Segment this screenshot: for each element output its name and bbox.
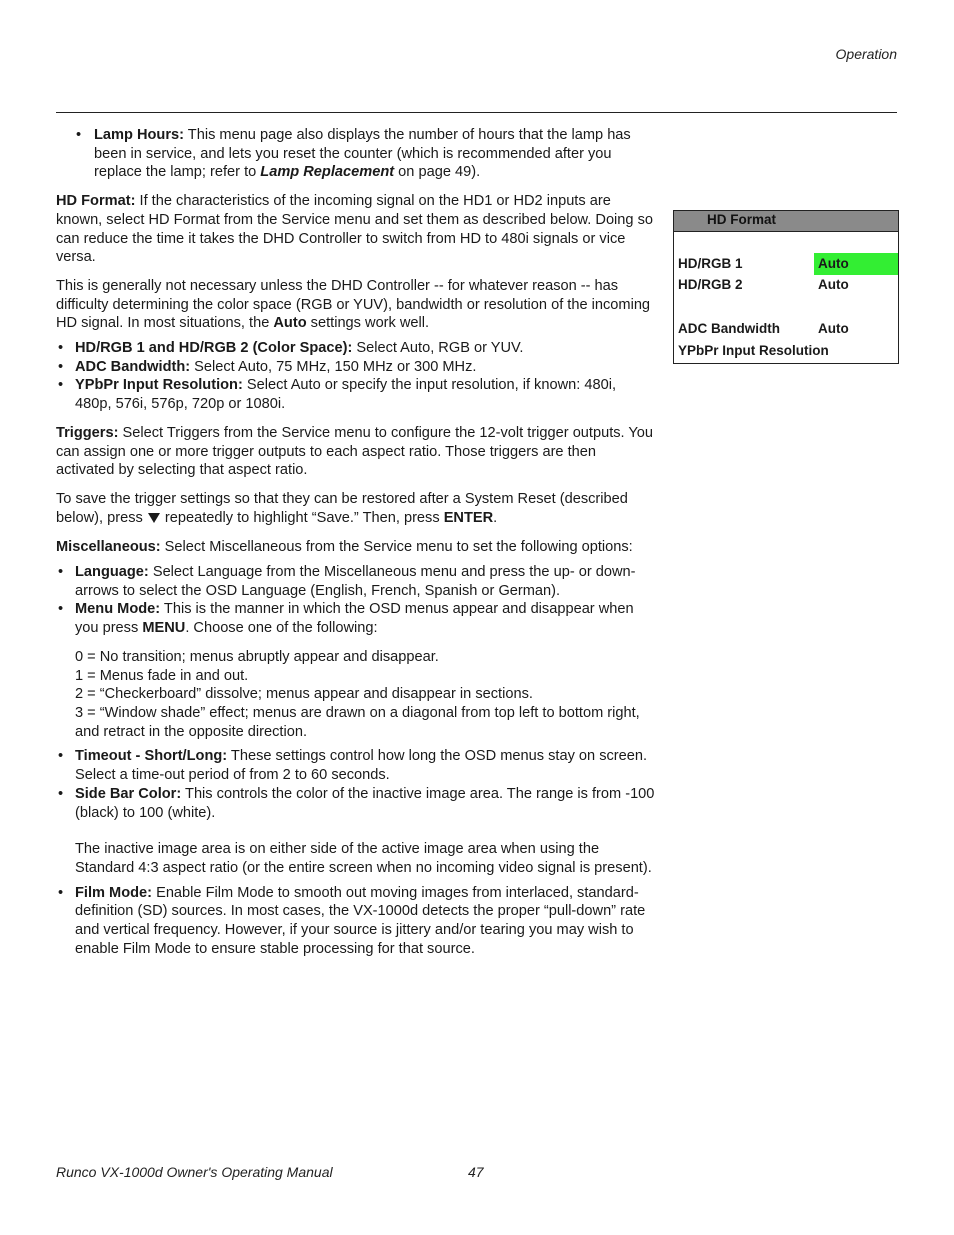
footer-page-number: 47 xyxy=(468,1164,484,1180)
film-mode-bullet xyxy=(56,884,656,959)
hd-option-color-space xyxy=(56,339,656,358)
save-text-end: . xyxy=(493,509,498,526)
bullet-dot: • xyxy=(58,601,64,618)
option-text: Enable Film Mode to smooth out moving images from interlaced, standard-definition (SD) sources. In most cases, the VX-1000d detects the proper “pull-down” rate and vertical frequency. However, if your source is jittery and/or tearing you may wish to enable Film Mode to ensure stable processing for that source. xyxy=(75,884,646,957)
option-term: YPbPr Input Resolution: xyxy=(75,377,243,394)
osd-row-value: Auto xyxy=(818,277,849,292)
timeout-bullet xyxy=(56,747,656,784)
osd-row-value: Auto xyxy=(818,321,849,336)
hd-option-ypbpr xyxy=(56,376,656,413)
menu-mode-option: 3 = “Window shade” effect; menus are drawn on a diagonal from top left to bottom right, and retract in the opposite direction. xyxy=(75,704,640,740)
bullet-dot: • xyxy=(76,127,82,143)
down-arrow-icon xyxy=(148,513,160,523)
menu-mode-bullet xyxy=(56,600,656,637)
option-term: Side Bar Color: xyxy=(75,785,182,802)
option-text: Select Auto, RGB or YUV. xyxy=(352,340,524,357)
menu-mode-option: 1 = Menus fade in and out. xyxy=(75,667,249,684)
osd-row-hd-rgb-2 xyxy=(674,274,898,296)
lamp-hours-term: Lamp Hours: xyxy=(94,127,184,143)
general-paragraph xyxy=(56,277,656,333)
hd-format-text: If the characteristics of the incoming signal on the HD1 or HD2 inputs are known, select HD Format from the Service menu and set them as described below. Doing so can reduce the time it takes the DHD Controller to switch from HD to 480i signals or vice versa. xyxy=(56,193,653,266)
general-text: This is generally not necessary unless the DHD Controller -- for whatever reason -- has difficulty determining the color space (RGB or YUV), bandwidth or resolution of the incoming HD signal. In most situations, the xyxy=(56,277,651,332)
auto-keyword: Auto xyxy=(273,315,307,332)
header-divider xyxy=(56,112,897,113)
osd-row-hd-rgb-1 xyxy=(674,253,898,275)
option-term: Film Mode: xyxy=(75,884,153,901)
general-text-end: settings work well. xyxy=(306,315,430,332)
page-header-section: Operation xyxy=(835,46,897,62)
language-bullet xyxy=(56,563,656,600)
osd-row-adc-bandwidth xyxy=(674,318,898,340)
hd-format-paragraph xyxy=(56,192,656,267)
hd-format-term: HD Format: xyxy=(56,193,136,210)
triggers-term: Triggers: xyxy=(56,424,119,441)
osd-row-label: HD/RGB 1 xyxy=(678,256,743,271)
option-text: This controls the color of the inactive image area. The range is from -100 (black) to 100 (white). xyxy=(75,785,655,821)
option-term: Language: xyxy=(75,564,149,581)
osd-row-label: YPbPr Input Resolution xyxy=(678,343,829,358)
option-term: ADC Bandwidth: xyxy=(75,358,191,375)
hd-option-adc-bandwidth xyxy=(56,358,656,377)
hd-format-osd-menu xyxy=(673,210,899,364)
osd-row-ypbpr xyxy=(674,340,898,362)
side-bar-color-bullet xyxy=(56,785,656,822)
bullet-dot: • xyxy=(58,340,64,357)
osd-menu-title: HD Format xyxy=(674,211,898,232)
footer-manual-title: Runco VX-1000d Owner's Operating Manual xyxy=(56,1164,333,1180)
lamp-replacement-reference: Lamp Replacement xyxy=(260,164,395,181)
main-content xyxy=(56,126,656,958)
menu-keyword: MENU xyxy=(142,620,186,637)
miscellaneous-text: Select Miscellaneous from the Service menu to set the following options: xyxy=(160,539,633,556)
miscellaneous-term: Miscellaneous: xyxy=(56,539,161,556)
bullet-dot: • xyxy=(58,785,64,802)
option-text: Select Auto, 75 MHz, 150 MHz or 300 MHz. xyxy=(190,358,477,375)
bullet-dot: • xyxy=(58,748,64,765)
option-term: Timeout - Short/Long: xyxy=(75,748,228,765)
bullet-dot: • xyxy=(58,884,64,901)
menu-mode-options xyxy=(56,648,656,742)
miscellaneous-paragraph xyxy=(56,538,656,557)
option-text: Select Auto or specify the input resolution, if known: 480i, 480p, 576i, 576p, 720p or 1080i. xyxy=(75,377,616,413)
save-text: To save the trigger settings so that they can be restored after a System Reset (described below), press xyxy=(56,490,628,526)
osd-row-label: ADC Bandwidth xyxy=(678,321,780,336)
triggers-text: Select Triggers from the Service menu to configure the 12-volt trigger outputs. You can assign one or more trigger outputs to each aspect ratio. Those triggers are then activated by selecting that aspect ratio. xyxy=(56,424,654,479)
triggers-paragraph xyxy=(56,424,656,480)
option-text-end: . Choose one of the following: xyxy=(185,620,378,637)
hd-format-options xyxy=(56,339,656,414)
osd-row-value-highlighted: Auto xyxy=(814,253,898,275)
save-text-mid: repeatedly to highlight “Save.” Then, press xyxy=(160,509,444,526)
option-term: Menu Mode: xyxy=(75,601,161,618)
option-text: This is the manner in which the OSD menus appear and disappear when you press xyxy=(75,601,634,637)
lamp-hours-text-end: on page 49). xyxy=(394,164,481,181)
option-text: These settings control how long the OSD menus stay on screen. Select a time-out period of from 2 to 60 seconds. xyxy=(75,748,648,784)
bullet-dot: • xyxy=(58,358,64,375)
menu-mode-option: 0 = No transition; menus abruptly appear and disappear. xyxy=(75,648,439,665)
option-text: Select Language from the Miscellaneous menu and press the up- or down-arrows to select the OSD Language (English, French, Spanish or German). xyxy=(75,564,636,599)
side-bar-note: The inactive image area is on either side of the active image area when using the Standard 4:3 aspect ratio (or the entire screen when no incoming video signal is present). xyxy=(75,841,652,876)
option-term: HD/RGB 1 and HD/RGB 2 (Color Space): xyxy=(75,340,353,357)
osd-row-label: HD/RGB 2 xyxy=(678,277,743,292)
menu-mode-option: 2 = “Checkerboard” dissolve; menus appear and disappear in sections. xyxy=(75,686,533,703)
lamp-hours-bullet xyxy=(56,126,656,182)
lamp-hours-text: This menu page also displays the number of hours that the lamp has been in service, and lets you reset the counter (which is recommended after you replace the lamp; refer to xyxy=(94,127,631,181)
bullet-dot: • xyxy=(58,564,64,581)
save-paragraph xyxy=(56,490,656,527)
bullet-dot: • xyxy=(58,377,64,394)
enter-keyword: ENTER xyxy=(443,509,494,526)
